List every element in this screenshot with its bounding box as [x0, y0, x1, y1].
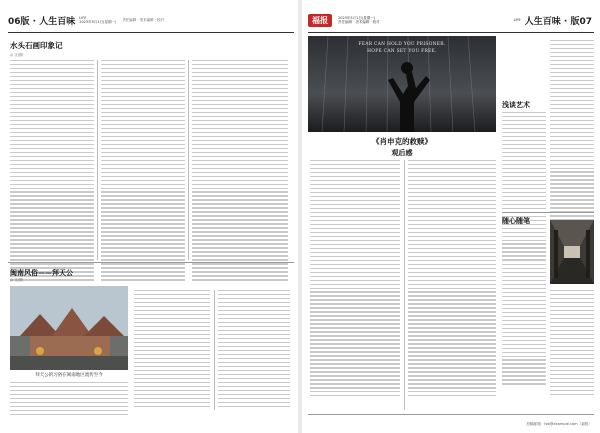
essay-title: 随心随笔	[502, 217, 530, 225]
article1-column-1	[10, 60, 94, 281]
article1-head	[10, 40, 290, 58]
right-life-label: LIFE	[513, 17, 521, 22]
essay-column-2	[550, 290, 594, 395]
article2-column-2	[218, 290, 290, 407]
right-header-title	[514, 10, 592, 30]
left-date: 2023年5月1日(星期一)	[79, 20, 117, 24]
left-header-rule	[8, 32, 294, 33]
left-page-label: 06版 · 人生百味	[8, 16, 76, 27]
col-divider	[188, 60, 189, 260]
right-header-rule	[308, 32, 594, 33]
review-column-2	[408, 160, 496, 396]
right-editor-line: 责任编辑 · 美术编辑 · 校对	[338, 20, 380, 24]
article2-byline: ◎ 文/图	[10, 278, 23, 282]
section-rule	[8, 262, 294, 263]
article1-byline: ◎ 文/图	[10, 53, 23, 57]
right-page-label: 人生百味 · 版07	[524, 16, 592, 27]
article2-head	[10, 268, 130, 283]
article2-column-1	[134, 290, 210, 407]
review-column-1	[310, 160, 400, 396]
sidebar-title: 浅谈艺术	[502, 101, 530, 109]
col-divider	[404, 160, 405, 410]
footer-rule	[308, 414, 594, 415]
banner-quote-line-1: FEAR CAN HOLD YOU PRISONER.	[358, 42, 446, 47]
right-date: 2023年5月1日(星期一)	[338, 15, 376, 20]
section-rule	[502, 212, 594, 213]
article1-title: 水头石画印象记	[10, 41, 63, 50]
left-life-label: LIFE	[79, 15, 87, 20]
article2-bottom-text	[10, 382, 128, 415]
review-head	[308, 136, 496, 158]
essay-column-1	[502, 228, 546, 385]
article2-title: 闽南风俗——拜天公	[10, 269, 73, 277]
movie-banner-image	[308, 36, 496, 132]
right-header	[308, 10, 380, 30]
article1-column-2	[101, 60, 185, 281]
left-page	[0, 0, 298, 433]
left-editor-line: 责任编辑 · 美术编辑 · 校对	[122, 17, 164, 22]
right-page	[302, 0, 600, 433]
review-subtitle: 观后感	[391, 149, 413, 157]
banner-quote-line-2: HOPE CAN SET YOU FREE.	[367, 49, 437, 54]
brand-logo: 福报	[308, 14, 332, 27]
temple-photo-caption: 拜天公的习俗在闽南地区流传至今	[35, 373, 103, 378]
corridor-photo	[550, 220, 594, 284]
sidebar-column-2	[550, 40, 594, 237]
col-divider	[97, 60, 98, 260]
left-header	[8, 10, 164, 30]
article1-column-3	[192, 60, 288, 281]
review-title: 《肖申克的救赎》	[372, 137, 432, 146]
temple-photo	[10, 286, 128, 370]
col-divider	[214, 290, 215, 410]
footer-contact: 投稿邮箱：fzb@example.com（福报）	[526, 422, 592, 426]
